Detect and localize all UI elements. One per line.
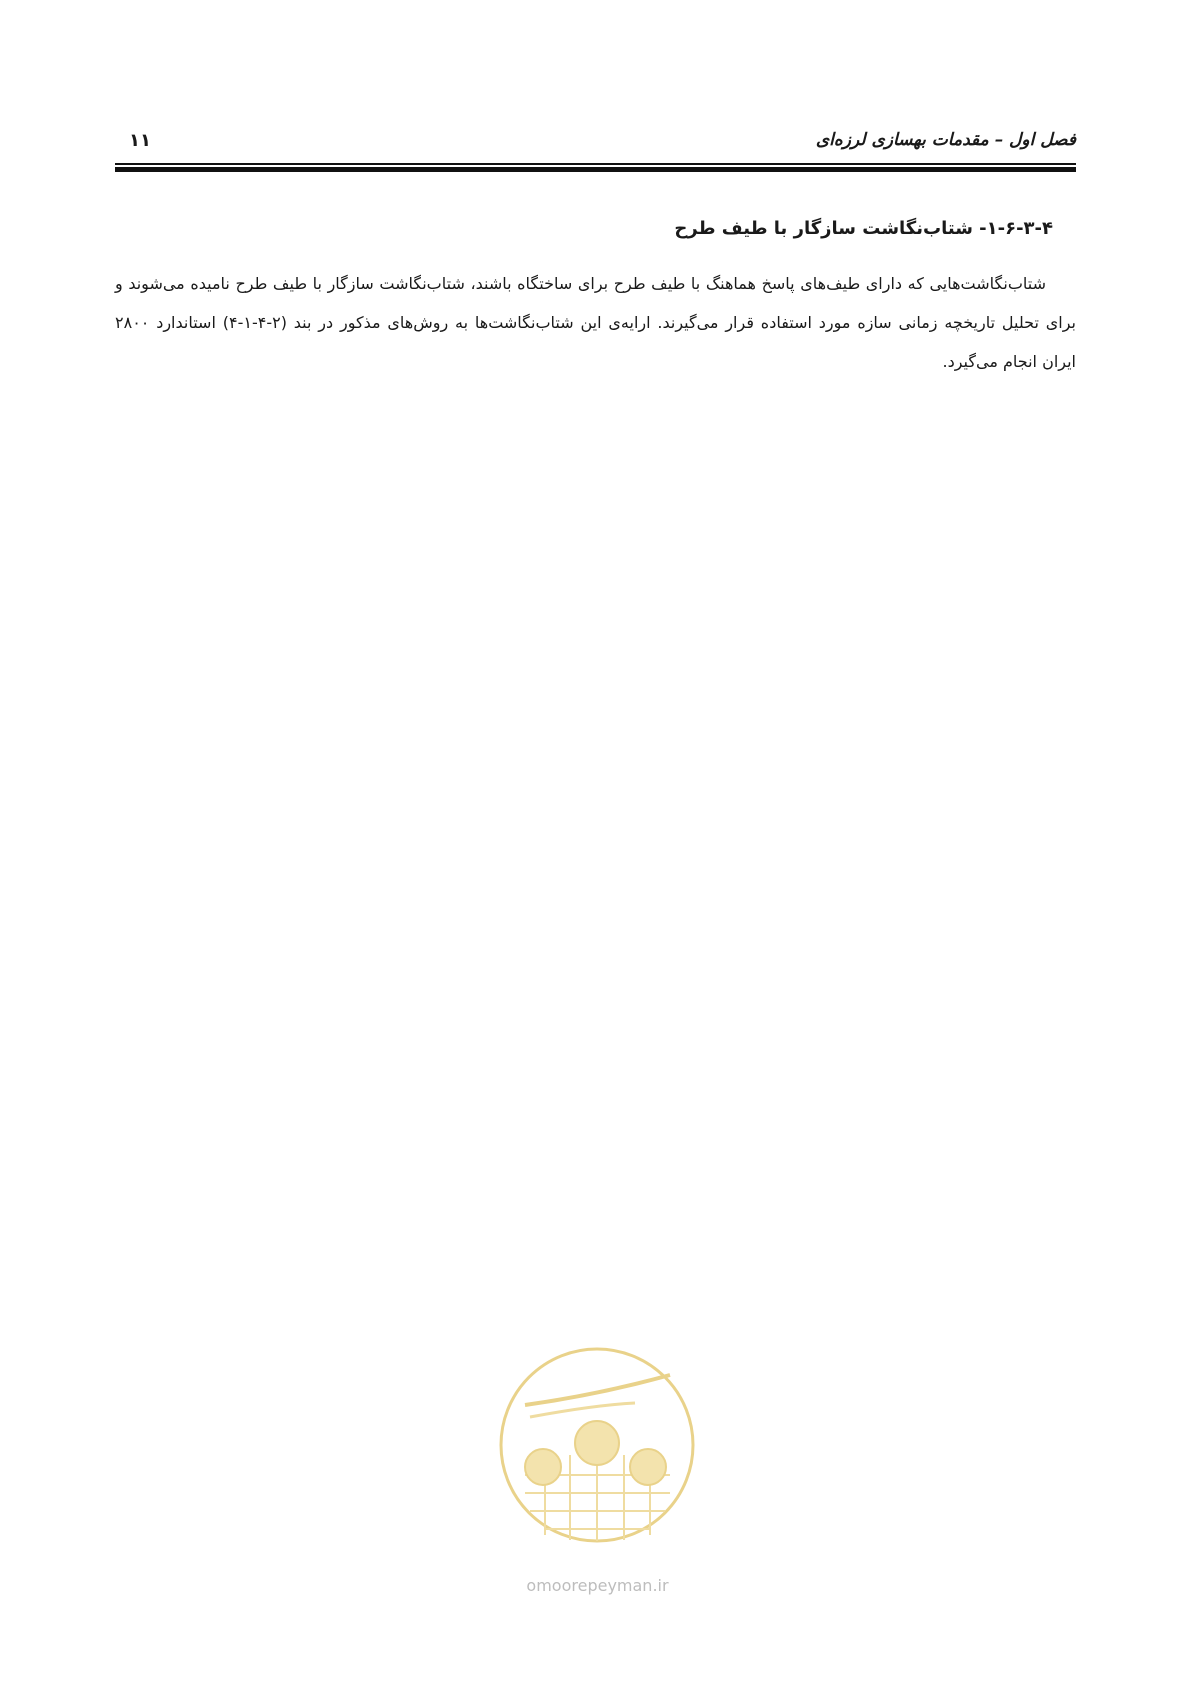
header-rule-thin [115, 163, 1076, 165]
chapter-title: فصل اول – مقدمات بهسازی لرزه‌ای [815, 130, 1076, 150]
watermark-emblem-icon [485, 1335, 710, 1560]
watermark-logo [485, 1335, 710, 1595]
header-rule-thick [115, 167, 1076, 172]
body-paragraph: شتاب‌نگاشت‌هایی که دارای طیف‌های پاسخ هماهنگ با طیف طرح برای ساختگاه باشند، شتاب‌نگاشت سازگار با طیف طرح نامیده می‌شوند و برای تحلیل تاریخچه زمانی سازه مورد استفاده قرار می‌گیرند. ارایه‌ی این شتاب‌نگاشت‌ها به روش‌های مذکور در بند (۲-۴-۱-۴) استاندارد ۲۸۰۰ ایران انجام می‌گیرد. [115, 274, 1076, 371]
watermark-caption: omoorepeyman.ir [526, 1576, 669, 1595]
page-number: ۱۱ [129, 130, 151, 151]
page-header [115, 120, 1076, 160]
section-heading: ۱-۶-۳-۴- شتاب‌نگاشت سازگار با طیف طرح [674, 218, 1053, 239]
